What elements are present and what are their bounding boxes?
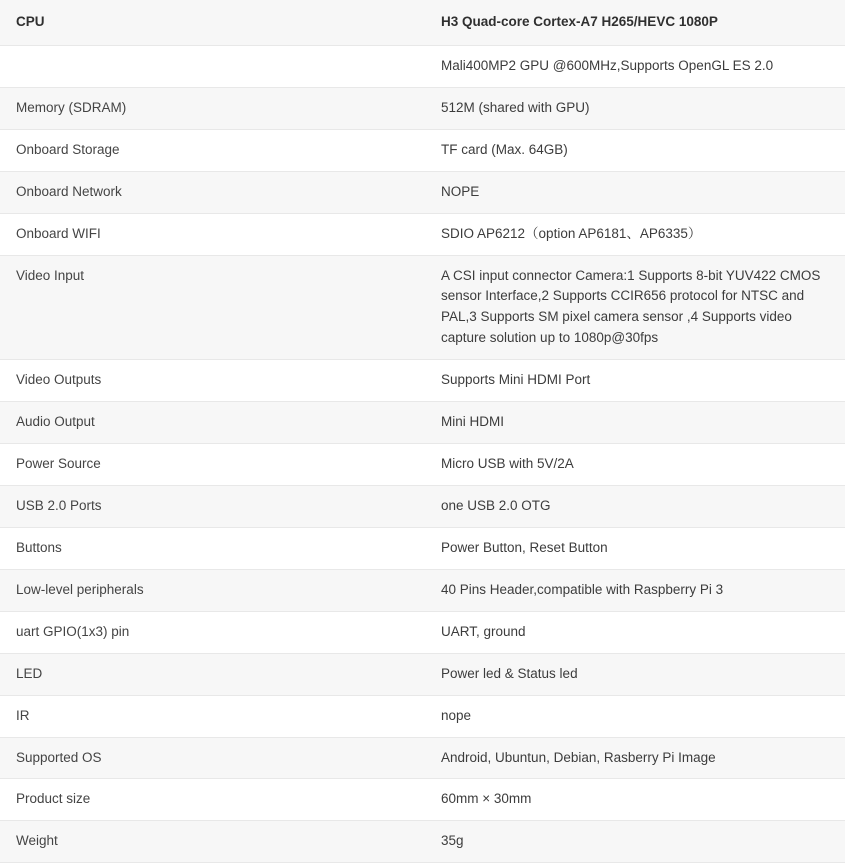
table-row	[0, 779, 845, 821]
spec-value: H3 Quad-core Cortex-A7 H265/HEVC 1080P	[441, 14, 718, 29]
spec-value: 40 Pins Header,compatible with Raspberry Pi 3	[441, 581, 724, 597]
table-row	[0, 255, 845, 360]
table-row	[0, 569, 845, 611]
spec-value: 35g	[441, 833, 464, 849]
table-row	[0, 45, 845, 87]
spec-value: Power led & Status led	[441, 665, 578, 681]
spec-label: USB 2.0 Ports	[16, 497, 102, 513]
spec-value: Supports Mini HDMI Port	[441, 372, 591, 388]
spec-label: Video Outputs	[16, 372, 102, 388]
spec-value: Power Button, Reset Button	[441, 539, 608, 555]
spec-value: SDIO AP6212（option AP6181、AP6335）	[441, 225, 702, 241]
spec-value: NOPE	[441, 183, 480, 199]
table-row	[0, 360, 845, 402]
table-row	[0, 527, 845, 569]
table-row	[0, 695, 845, 737]
table-row	[0, 87, 845, 129]
spec-label: Supported OS	[16, 749, 102, 765]
spec-label: Memory (SDRAM)	[16, 99, 127, 115]
spec-value: Mali400MP2 GPU @600MHz,Supports OpenGL ES 2.0	[441, 57, 774, 73]
spec-value: Mini HDMI	[441, 414, 504, 430]
table-row	[0, 171, 845, 213]
spec-label: uart GPIO(1x3) pin	[16, 623, 130, 639]
table-row	[0, 821, 845, 863]
spec-value: TF card (Max. 64GB)	[441, 141, 568, 157]
table-row	[0, 129, 845, 171]
spec-value: nope	[441, 707, 472, 723]
table-row	[0, 737, 845, 779]
spec-value: A CSI input connector Camera:1 Supports 8-bit YUV422 CMOS sensor Interface,2 Supports CCIR656 protocol for NTSC and PAL,3 Supports SM pixel camera sensor ,4 Supports video capture solution up to 1080p@30fps	[441, 267, 821, 346]
spec-value: 512M (shared with GPU)	[441, 99, 590, 115]
spec-label: LED	[16, 665, 43, 681]
table-row	[0, 213, 845, 255]
table-row	[0, 402, 845, 444]
spec-label: Buttons	[16, 539, 62, 555]
table-row	[0, 611, 845, 653]
spec-label: Onboard Storage	[16, 141, 120, 157]
table-row	[0, 444, 845, 486]
spec-label: IR	[16, 707, 30, 723]
spec-label: Power Source	[16, 456, 101, 472]
spec-label: CPU	[16, 14, 45, 29]
spec-value: Android, Ubuntun, Debian, Rasberry Pi Image	[441, 749, 716, 765]
spec-label: Video Input	[16, 267, 85, 283]
spec-label: Audio Output	[16, 414, 95, 430]
spec-value: one USB 2.0 OTG	[441, 497, 551, 513]
spec-label: Onboard WIFI	[16, 225, 101, 241]
table-row	[0, 653, 845, 695]
spec-label: Product size	[16, 791, 91, 807]
table-row	[0, 485, 845, 527]
spec-label: Weight	[16, 833, 58, 849]
spec-value: UART, ground	[441, 623, 526, 639]
spec-label: Low-level peripherals	[16, 581, 144, 597]
spec-value: 60mm × 30mm	[441, 791, 532, 807]
spec-label: Onboard Network	[16, 183, 122, 199]
spec-value: Micro USB with 5V/2A	[441, 456, 574, 472]
spec-label	[0, 45, 425, 87]
table-row	[0, 0, 845, 45]
